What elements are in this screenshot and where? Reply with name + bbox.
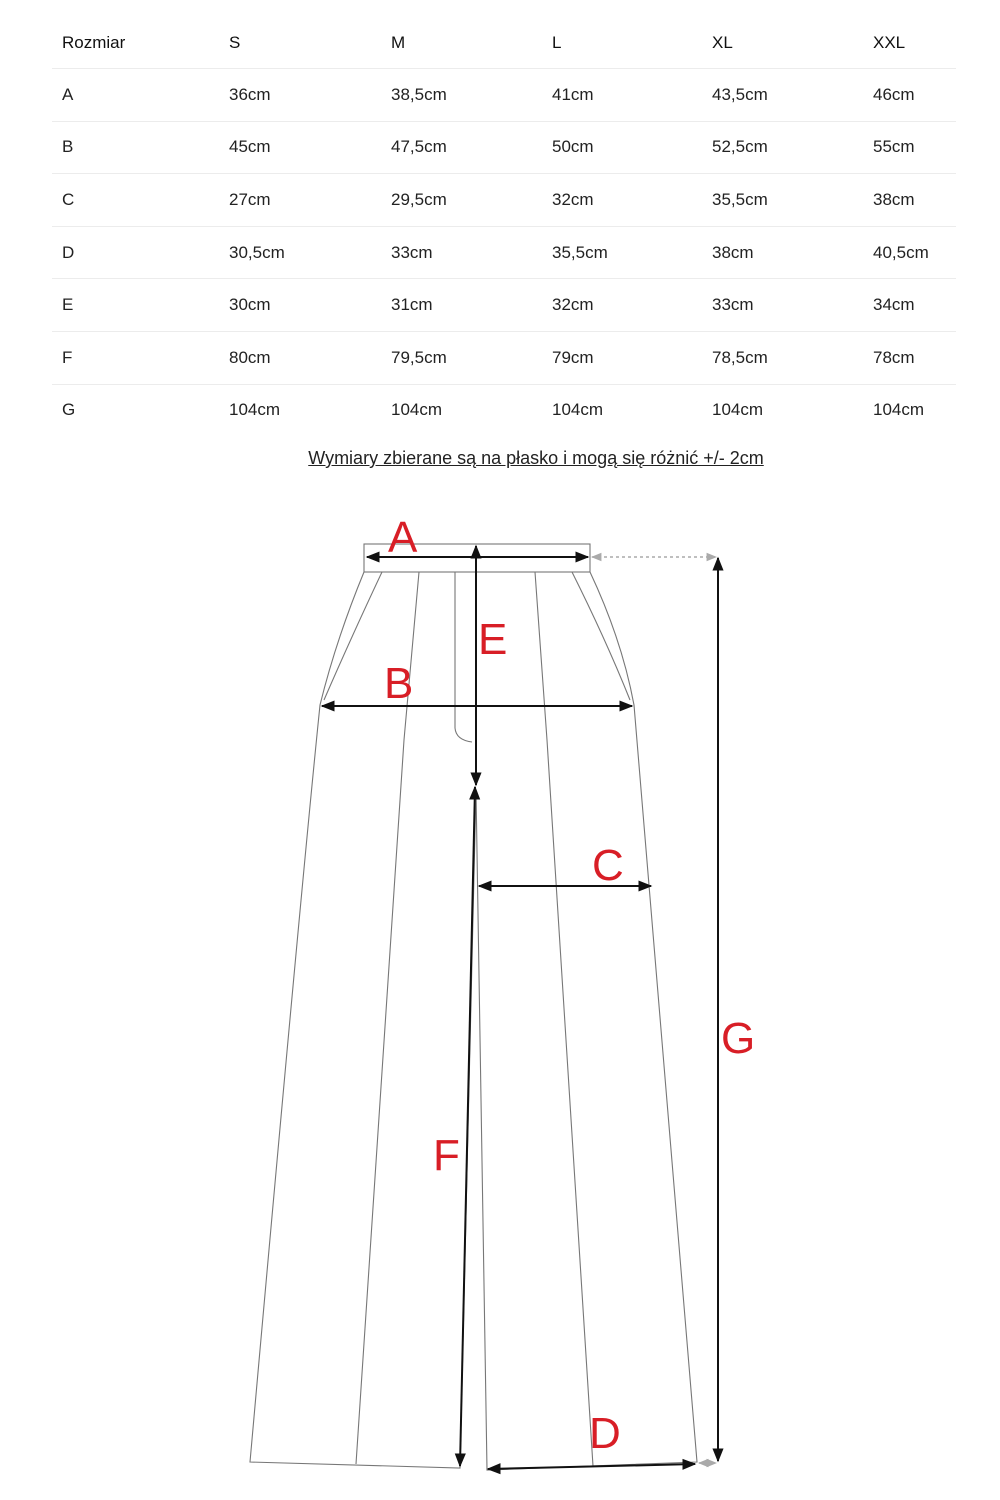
label-e: E [478,615,508,664]
cell: 79,5cm [381,331,542,384]
header-l: L [542,18,702,69]
cell: 40,5cm [863,226,956,279]
label-d: D [589,1409,621,1458]
cell: 35,5cm [542,226,702,279]
row-label: A [52,69,219,122]
cell: 32cm [542,279,702,332]
table-header-row [52,18,956,69]
table-row [52,279,956,332]
cell: 29,5cm [381,174,542,227]
label-c: C [592,841,624,890]
cell: 104cm [873,400,925,420]
label-g: G [721,1014,756,1063]
cell: 34cm [863,279,956,332]
cell: 104cm [391,400,443,420]
cell: 78,5cm [702,331,863,384]
cell: 52,5cm [702,121,863,174]
row-label: G [62,400,76,420]
cell: 33cm [381,226,542,279]
cell: 38cm [863,174,956,227]
header-xxl: XXL [863,18,956,69]
cell: 50cm [542,121,702,174]
cell: 47,5cm [381,121,542,174]
left-pocket [324,572,382,700]
trousers-measurement-diagram [0,500,1000,1500]
table-row [52,331,956,384]
cell: 46cm [863,69,956,122]
cell: 36cm [219,69,381,122]
cell: 35,5cm [702,174,863,227]
row-label: F [52,331,219,384]
table-row [52,174,956,227]
cell: 104cm [552,400,604,420]
label-b: B [384,659,414,708]
measurement-note: Wymiary zbierane są na płasko i mogą się różnić +/- 2cm [308,448,764,468]
header-s: S [219,18,381,69]
arrow-d [488,1464,695,1469]
cell: 32cm [542,174,702,227]
size-chart-table [52,18,956,436]
fly [455,572,472,742]
cell: 79cm [542,331,702,384]
arrow-f [460,787,475,1466]
right-pocket [572,572,630,700]
row-label: E [52,279,219,332]
cell: 104cm [229,400,281,420]
cell: 80cm [219,331,381,384]
row-label: B [52,121,219,174]
row-label: C [52,174,219,227]
cell: 31cm [381,279,542,332]
row-label: D [52,226,219,279]
cell: 27cm [219,174,381,227]
cell: 38,5cm [381,69,542,122]
cell: 45cm [219,121,381,174]
header-m: M [381,18,542,69]
cell: 55cm [863,121,956,174]
header-xl: XL [702,18,863,69]
cell: 78cm [863,331,956,384]
trousers-outline [250,544,697,1470]
cell: 33cm [702,279,863,332]
table-row [52,69,956,122]
cell: 41cm [542,69,702,122]
cell: 104cm [712,400,764,420]
cell: 30cm [219,279,381,332]
table-row [52,226,956,279]
table-row [52,384,956,436]
guide-lines [592,557,716,1463]
header-size: Rozmiar [52,18,219,69]
label-a: A [388,513,418,562]
cell: 38cm [702,226,863,279]
cell: 30,5cm [219,226,381,279]
measurement-arrows [322,546,718,1469]
table-row [52,121,956,174]
label-f: F [433,1131,460,1180]
cell: 43,5cm [702,69,863,122]
